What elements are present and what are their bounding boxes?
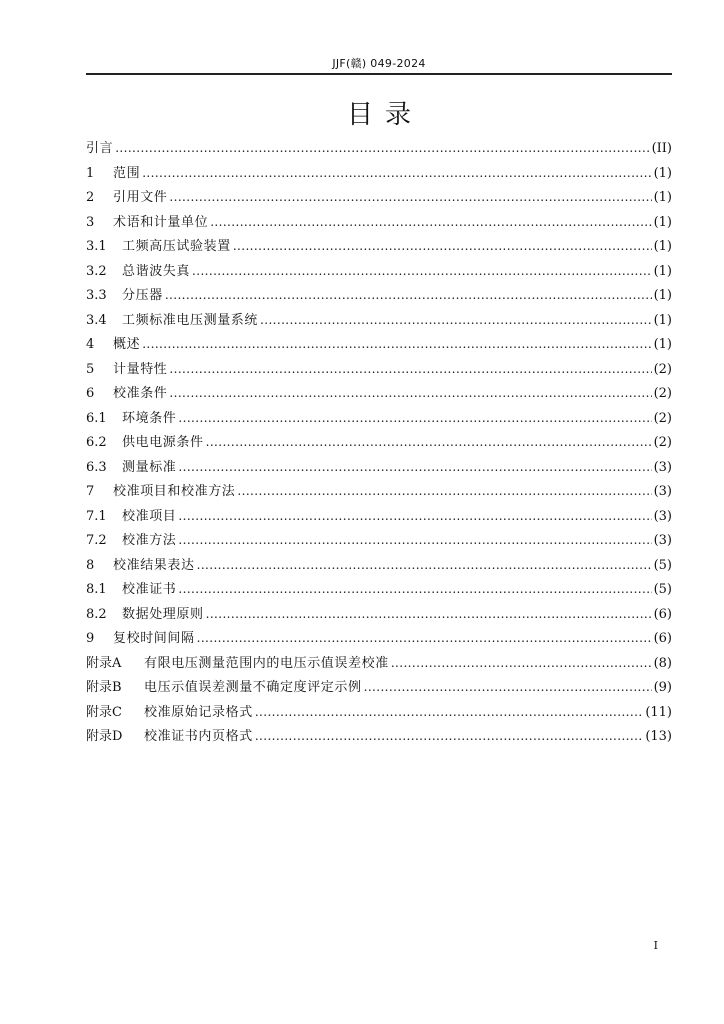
toc-entry-title: 校准证书 <box>122 582 177 597</box>
toc-leader-dots <box>178 455 651 480</box>
toc-entry-page: (1) <box>653 263 672 279</box>
toc-entry[interactable] <box>86 210 672 235</box>
toc-entry-number: 附录A <box>86 655 122 671</box>
toc-entry-number: 8.1 <box>86 582 107 597</box>
toc-entry-page: (3) <box>653 459 672 475</box>
toc-entry[interactable] <box>86 430 672 455</box>
toc-entry-page: (1) <box>653 190 672 205</box>
toc-entry-page: (1) <box>653 288 672 303</box>
toc-entry-title: 校准条件 <box>113 386 168 401</box>
toc-entry-appendix[interactable] <box>86 675 672 700</box>
toc-entry-page: (8) <box>653 655 672 671</box>
toc-entry-title: 分压器 <box>122 288 163 303</box>
toc-entry-introduction[interactable] <box>86 136 672 161</box>
toc-leader-dots <box>169 185 651 210</box>
toc-entry-page: (1) <box>653 214 672 230</box>
toc-entry-page: (1) <box>653 337 672 352</box>
header-rule <box>86 73 672 75</box>
toc-leader-dots <box>206 602 652 627</box>
toc-leader-dots <box>142 161 651 186</box>
toc-entry-number: 3 <box>86 214 95 230</box>
toc-entry-number: 6.3 <box>86 459 107 475</box>
toc-entry-title: 校准证书内页格式 <box>144 729 253 744</box>
toc-entry-number: 6.1 <box>86 410 107 426</box>
toc-entry-page: (3) <box>653 533 672 548</box>
toc-leader-dots <box>233 234 652 259</box>
toc-entry-title: 数据处理原则 <box>122 606 204 622</box>
toc-entry-page: (5) <box>653 582 672 597</box>
toc-leader-dots <box>206 430 652 455</box>
toc-entry[interactable] <box>86 553 672 578</box>
toc-entry[interactable] <box>86 528 672 553</box>
toc-entry-number: 6 <box>86 386 95 401</box>
table-of-contents <box>86 136 672 749</box>
toc-entry-number: 3.1 <box>86 239 107 254</box>
toc-entry-title: 范围 <box>113 165 141 181</box>
toc-leader-dots <box>169 357 651 382</box>
toc-entry-number: 7.1 <box>86 508 107 524</box>
toc-entry-title: 概述 <box>113 337 141 352</box>
toc-entry-title: 引言 <box>86 141 114 156</box>
toc-entry[interactable] <box>86 577 672 602</box>
toc-entry-title: 电压示值误差测量不确定度评定示例 <box>144 680 362 695</box>
toc-entry-title: 引用文件 <box>113 190 168 205</box>
toc-entry-title: 供电电源条件 <box>122 435 204 450</box>
toc-entry-title: 工频高压试验装置 <box>122 239 231 254</box>
toc-entry-page: (2) <box>653 410 672 426</box>
running-header: JJF(赣) 049-2024 <box>332 57 426 70</box>
toc-entry[interactable] <box>86 504 672 529</box>
toc-entry-title: 有限电压测量范围内的电压示值误差校准 <box>144 655 389 671</box>
toc-entry-page: (3) <box>653 508 672 524</box>
toc-entry-appendix[interactable] <box>86 651 672 676</box>
toc-entry-page: (5) <box>653 557 672 573</box>
toc-entry-number: 2 <box>86 190 95 205</box>
toc-entry-number: 附录B <box>86 680 122 695</box>
toc-leader-dots <box>237 479 651 504</box>
toc-leader-dots <box>165 283 652 308</box>
toc-leader-dots <box>142 332 651 357</box>
toc-leader-dots <box>178 577 651 602</box>
toc-entry-number: 附录D <box>86 729 123 744</box>
page-title: 目录 <box>346 100 423 130</box>
toc-entry[interactable] <box>86 626 672 651</box>
toc-entry-title: 校准原始记录格式 <box>144 704 253 720</box>
toc-entry-number: 1 <box>86 165 95 181</box>
toc-entry-page: (3) <box>653 484 672 499</box>
toc-entry-title: 校准结果表达 <box>113 557 195 573</box>
toc-leader-dots <box>391 651 652 676</box>
toc-entry[interactable] <box>86 332 672 357</box>
toc-entry-title: 工频标准电压测量系统 <box>122 312 259 328</box>
toc-entry-number: 4 <box>86 337 95 352</box>
toc-entry-page: (1) <box>653 312 672 328</box>
toc-leader-dots <box>115 136 649 161</box>
toc-leader-dots <box>178 528 651 553</box>
toc-entry[interactable] <box>86 259 672 284</box>
toc-entry-title: 校准项目 <box>122 508 177 524</box>
toc-entry-number: 8 <box>86 557 95 573</box>
toc-leader-dots <box>260 308 652 333</box>
toc-entry-page: (II) <box>651 141 672 156</box>
toc-entry[interactable] <box>86 234 672 259</box>
toc-entry-title: 总谐波失真 <box>122 263 191 279</box>
toc-entry[interactable] <box>86 406 672 431</box>
toc-entry[interactable] <box>86 455 672 480</box>
toc-leader-dots <box>364 675 652 700</box>
toc-entry-number: 8.2 <box>86 606 107 622</box>
toc-entry-title: 术语和计量单位 <box>113 214 209 230</box>
toc-entry[interactable] <box>86 185 672 210</box>
toc-entry-page: (1) <box>653 165 672 181</box>
toc-entry-page: (9) <box>653 680 672 695</box>
toc-entry-title: 测量标准 <box>122 459 177 475</box>
toc-entry[interactable] <box>86 283 672 308</box>
toc-entry-title: 计量特性 <box>113 361 168 377</box>
toc-leader-dots <box>210 210 651 235</box>
toc-entry-number: 9 <box>86 631 95 646</box>
toc-entry-number: 7.2 <box>86 533 107 548</box>
toc-leader-dots <box>255 724 644 749</box>
toc-leader-dots <box>169 381 651 406</box>
toc-leader-dots <box>178 406 651 431</box>
toc-entry[interactable] <box>86 381 672 406</box>
toc-entry-title: 环境条件 <box>122 410 177 426</box>
toc-entry-number: 附录C <box>86 704 122 720</box>
toc-entry[interactable] <box>86 357 672 382</box>
toc-leader-dots <box>197 553 652 578</box>
toc-entry-title: 校准方法 <box>122 533 177 548</box>
toc-entry-appendix[interactable] <box>86 700 672 725</box>
toc-leader-dots <box>197 626 652 651</box>
page-number: I <box>653 939 658 952</box>
toc-leader-dots <box>192 259 652 284</box>
toc-entry-title: 复校时间间隔 <box>113 631 195 646</box>
toc-leader-dots <box>178 504 651 529</box>
toc-entry-number: 5 <box>86 361 95 377</box>
toc-entry-page: (2) <box>653 361 672 377</box>
toc-entry-page: (1) <box>653 239 672 254</box>
toc-leader-dots <box>255 700 644 725</box>
toc-entry-page: (2) <box>653 435 672 450</box>
toc-entry-number: 3.2 <box>86 263 107 279</box>
toc-entry-number: 7 <box>86 484 95 499</box>
toc-entry-number: 6.2 <box>86 435 107 450</box>
toc-entry[interactable] <box>86 479 672 504</box>
toc-entry-number: 3.3 <box>86 288 107 303</box>
toc-entry[interactable] <box>86 602 672 627</box>
toc-entry-page: (2) <box>653 386 672 401</box>
toc-entry-page: (13) <box>645 729 672 744</box>
toc-entry-number: 3.4 <box>86 312 107 328</box>
toc-entry-page: (11) <box>645 704 672 720</box>
toc-entry-page: (6) <box>653 606 672 622</box>
toc-entry[interactable] <box>86 161 672 186</box>
toc-entry[interactable] <box>86 308 672 333</box>
toc-entry-appendix[interactable] <box>86 724 672 749</box>
toc-entry-page: (6) <box>653 631 672 646</box>
toc-entry-title: 校准项目和校准方法 <box>113 484 236 499</box>
